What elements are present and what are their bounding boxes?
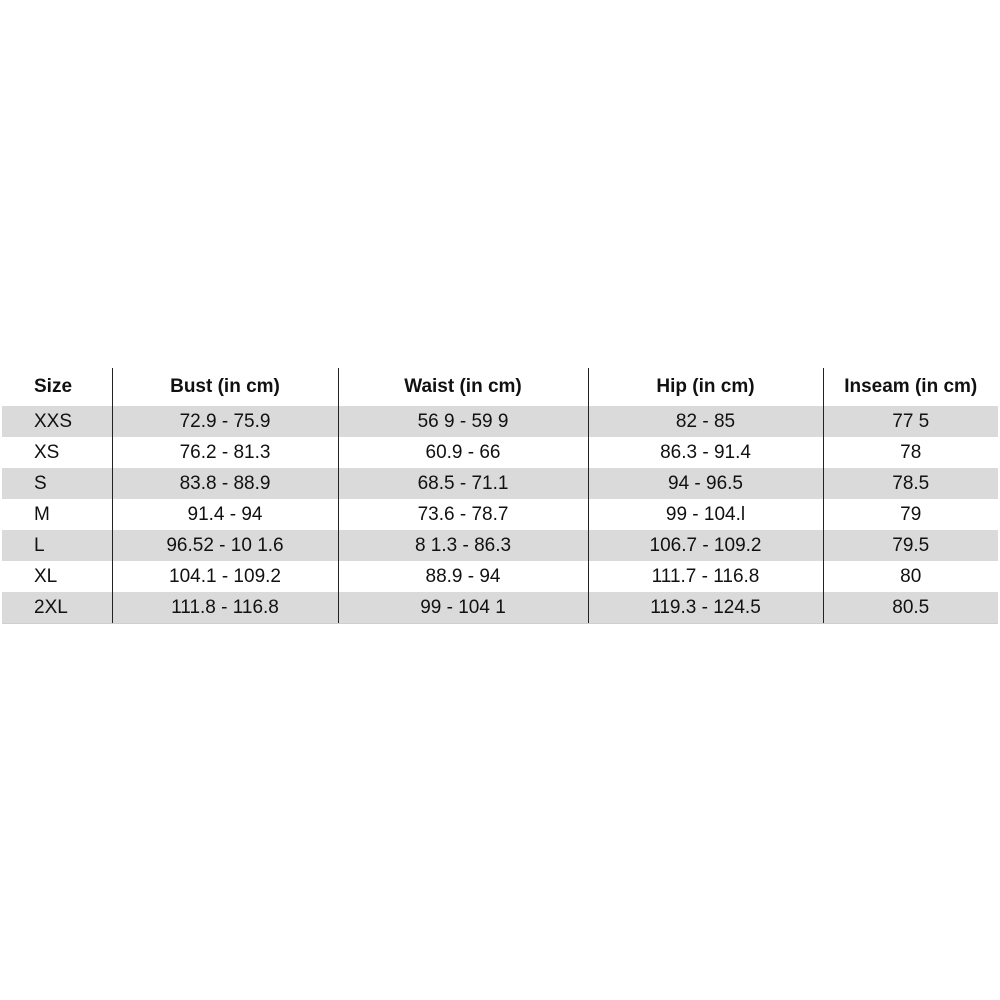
waist-cell: 99 - 104 1 [338,592,588,624]
waist-cell: 68.5 - 71.1 [338,468,588,499]
inseam-cell: 80.5 [823,592,998,624]
inseam-cell: 78.5 [823,468,998,499]
table-row [2,499,998,530]
waist-cell: 8 1.3 - 86.3 [338,530,588,561]
bust-cell: 76.2 - 81.3 [112,437,338,468]
size-cell: L [2,530,112,561]
hip-cell: 99 - 104.l [588,499,823,530]
header-size: Size [2,368,112,406]
table-row [2,468,998,499]
hip-cell: 82 - 85 [588,406,823,437]
bust-cell: 96.52 - 10 1.6 [112,530,338,561]
bust-cell: 111.8 - 116.8 [112,592,338,624]
table-row [2,592,998,624]
hip-cell: 94 - 96.5 [588,468,823,499]
size-chart-table [2,368,998,624]
size-cell: M [2,499,112,530]
table-row [2,406,998,437]
bust-cell: 72.9 - 75.9 [112,406,338,437]
size-cell: S [2,468,112,499]
inseam-cell: 78 [823,437,998,468]
table-row [2,561,998,592]
inseam-cell: 79.5 [823,530,998,561]
size-cell: XS [2,437,112,468]
hip-cell: 106.7 - 109.2 [588,530,823,561]
bust-cell: 83.8 - 88.9 [112,468,338,499]
bust-cell: 91.4 - 94 [112,499,338,530]
inseam-cell: 79 [823,499,998,530]
size-cell: XXS [2,406,112,437]
table-row [2,530,998,561]
hip-cell: 111.7 - 116.8 [588,561,823,592]
hip-cell: 119.3 - 124.5 [588,592,823,624]
waist-cell: 60.9 - 66 [338,437,588,468]
bust-cell: 104.1 - 109.2 [112,561,338,592]
size-cell: XL [2,561,112,592]
waist-cell: 73.6 - 78.7 [338,499,588,530]
header-hip: Hip (in cm) [588,368,823,406]
hip-cell: 86.3 - 91.4 [588,437,823,468]
inseam-cell: 77 5 [823,406,998,437]
header-inseam: Inseam (in cm) [823,368,998,406]
header-waist: Waist (in cm) [338,368,588,406]
waist-cell: 88.9 - 94 [338,561,588,592]
header-bust: Bust (in cm) [112,368,338,406]
table-row [2,437,998,468]
inseam-cell: 80 [823,561,998,592]
header-row [2,368,998,406]
waist-cell: 56 9 - 59 9 [338,406,588,437]
size-cell: 2XL [2,592,112,624]
